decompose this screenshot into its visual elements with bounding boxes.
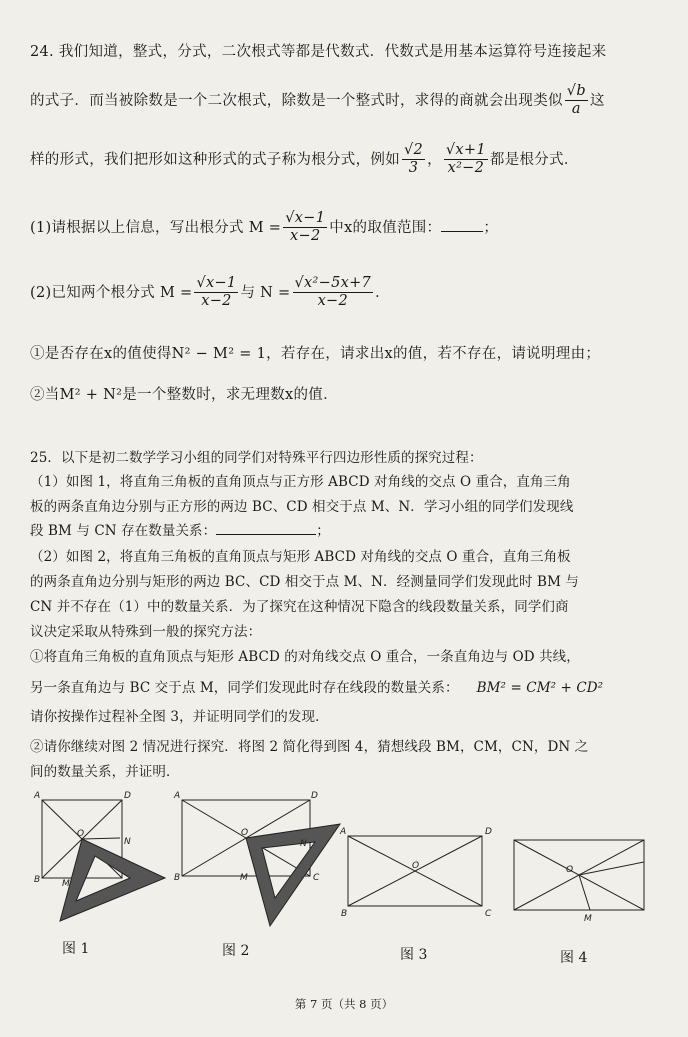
q25-line3: 板的两条直角边分别与正方形的两边 BC、CD 相交于点 M、N．学习小组的同学们发现线	[30, 499, 574, 515]
q24-line3-text: 样的形式，我们把形如这种形式的式子称为根分式，例如	[30, 151, 400, 168]
frac-denominator: x−2	[290, 228, 321, 245]
q25-line11: 请你按操作过程补全图 3，并证明同学们的发现．	[30, 709, 329, 725]
label-d: D	[311, 791, 318, 801]
label-o: O	[77, 829, 85, 839]
label-c: C	[313, 873, 320, 883]
q24-line1: 24. 我们知道，整式，分式，二次根式等都是代数式．代数式是用基本运算符号连接起来	[30, 44, 607, 60]
part1-end: ；	[483, 219, 499, 236]
q24-part1	[30, 210, 498, 246]
label-m: M	[240, 873, 248, 883]
figure-3-caption: 图 3	[400, 947, 428, 963]
ruler-edge-n	[82, 838, 120, 839]
part2-frac-n	[293, 275, 374, 311]
q24-sub1: ①是否存在x的值使得N² − M² = 1，若存在，请求出x的值，若不存在，请说明理由；	[30, 346, 601, 362]
q24-example2	[444, 142, 488, 178]
answer-blank-2[interactable]	[216, 522, 316, 535]
figure-1	[42, 800, 165, 921]
label-a: A	[34, 791, 41, 801]
q25-line10-text: 另一条直角边与 BC 交于点 M，同学们发现此时存在线段的数量关系：	[30, 680, 459, 696]
figure-4-caption: 图 4	[560, 950, 588, 966]
q24-line2	[30, 83, 605, 119]
figure-4	[514, 840, 644, 910]
frac-numerator: √x+1	[444, 142, 488, 160]
label-b: B	[34, 875, 41, 885]
label-o: O	[412, 861, 420, 871]
q25-line4	[30, 519, 330, 539]
frac-denominator: x−2	[201, 293, 232, 310]
q25-line4-end: ；	[316, 523, 330, 539]
frac-denominator: x−2	[317, 293, 349, 310]
label-c: C	[485, 909, 492, 919]
part1-frac-m	[283, 210, 327, 246]
figure-3	[348, 836, 482, 906]
q25-line1: 25．以下是初二数学学习小组的同学们对特殊平行四边形性质的探究过程：	[30, 450, 483, 466]
label-b: B	[174, 873, 181, 883]
frac-numerator: √x−1	[283, 210, 327, 228]
frac-numerator: √x−1	[194, 275, 238, 293]
label-a: A	[340, 827, 347, 837]
part2-frac-m	[194, 275, 238, 311]
q25-line12: ②请你继续对图 2 情况进行探究．将图 2 简化得到图 4，猜想线段 BM，CM，CN，DN 之	[30, 739, 589, 755]
answer-blank-1[interactable]	[441, 219, 483, 232]
label-m: M	[584, 914, 592, 924]
frac-denominator: a	[571, 101, 581, 118]
frac-numerator: √2	[402, 142, 425, 160]
q24-line3-end: 都是根分式．	[489, 151, 579, 168]
frac-denominator: 3	[408, 160, 419, 177]
figure-2-caption: 图 2	[222, 943, 250, 959]
label-d: D	[124, 791, 131, 801]
figure-1-caption: 图 1	[62, 941, 90, 957]
label-n: N	[124, 837, 131, 847]
q24-line2-end: 这	[589, 92, 605, 109]
frac-numerator: √x²−5x+7	[293, 275, 374, 293]
q25-equation: BM² = CM² + CD²	[476, 680, 604, 696]
q25-line2: （1）如图 1，将直角三角板的直角顶点与正方形 ABCD 对角线的交点 O 重合，直角三角	[30, 474, 571, 490]
frac-numerator: √b	[565, 83, 588, 101]
q25-line13: 间的数量关系，并证明．	[30, 764, 180, 780]
q24-sub2: ②当M² + N²是一个整数时，求无理数x的值．	[30, 387, 338, 403]
label-b: B	[341, 909, 348, 919]
part1-text-post: 中x的取值范围：	[329, 219, 442, 236]
part1-text: (1)请根据以上信息，写出根分式 M =	[30, 219, 282, 236]
label-d: D	[485, 827, 492, 837]
q24-frac-b-a	[565, 83, 588, 119]
q24-line3	[30, 142, 579, 178]
part2-text: (2)已知两个根分式 M =	[30, 284, 193, 301]
q25-line9: ①将直角三角板的直角顶点与矩形 ABCD 的对角线交点 O 重合，一条直角边与 OD 共线，	[30, 649, 580, 665]
triangle-ruler-1	[60, 839, 165, 921]
q25-line4-text: 段 BM 与 CN 存在数量关系：	[30, 523, 217, 539]
q25-line8: 议决定采取从特殊到一般的探究方法：	[30, 624, 262, 640]
q24-example1	[402, 142, 425, 178]
q25-line10	[30, 676, 603, 696]
q24-line2-text: 的式子．而当被除数是一个二次根式，除数是一个整式时，求得的商就会出现类似	[30, 92, 563, 109]
frac-denominator: x²−2	[447, 160, 485, 177]
label-n: N	[300, 839, 307, 849]
label-o: O	[241, 828, 249, 838]
label-m: M	[62, 879, 70, 889]
q25-line6: 的两条直角边分别与矩形的两边 BC、CD 相交于点 M、N．经测量同学们发现此时 BM 与	[30, 574, 579, 590]
figure-2	[182, 800, 340, 926]
q25-line7: CN 并不存在（1）中的数量关系．为了探究在这种情况下隐含的线段数量关系，同学们商	[30, 599, 569, 615]
separator: ，	[427, 151, 442, 168]
label-o: O	[566, 865, 574, 875]
segment-on	[579, 862, 644, 875]
part2-mid: 与 N =	[240, 284, 291, 301]
triangle-ruler-2	[246, 824, 340, 926]
label-a: A	[174, 791, 181, 801]
part2-end: ．	[375, 284, 390, 301]
q24-part2	[30, 275, 390, 311]
page-footer: 第 7 页（共 8 页）	[294, 997, 394, 1011]
q25-line5: （2）如图 2，将直角三角板的直角顶点与矩形 ABCD 对角线的交点 O 重合，直角三角板	[30, 549, 571, 565]
